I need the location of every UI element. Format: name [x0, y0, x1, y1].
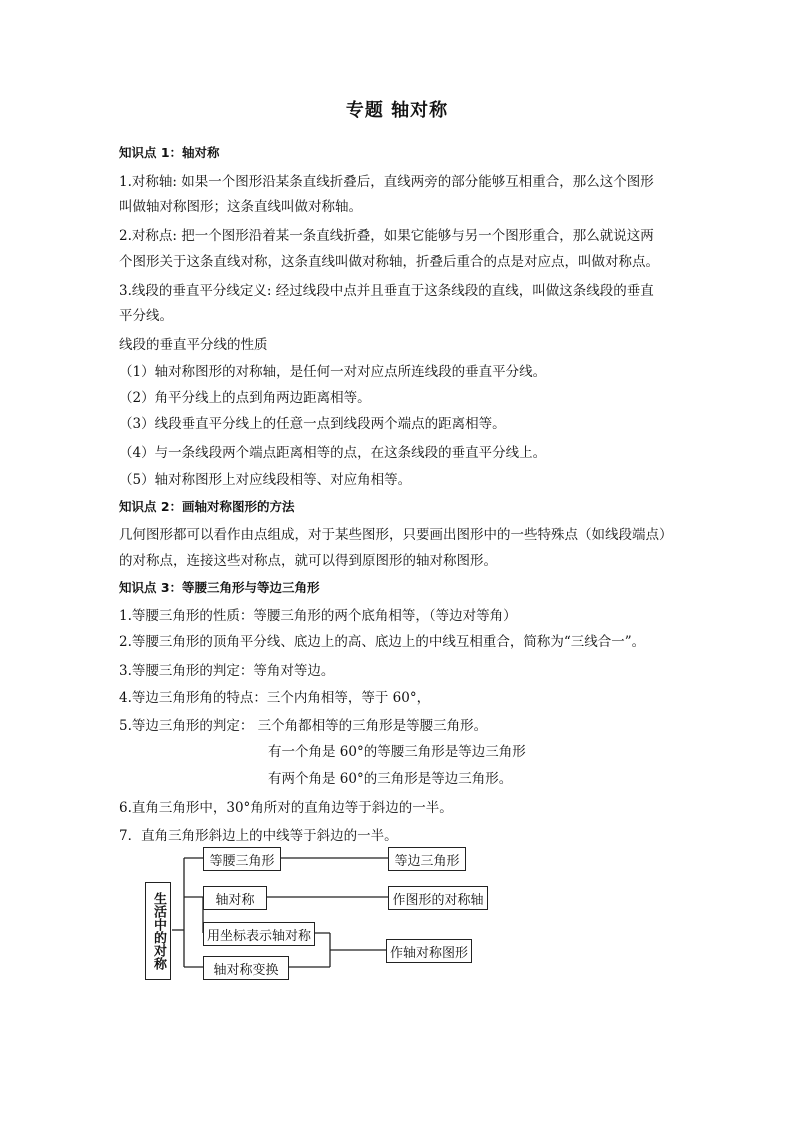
- text-line: （1）轴对称图形的对称轴，是任何一对对应点所连线段的垂直平分线。: [119, 364, 547, 380]
- diagram-box-draw-symmetric-figure: 作轴对称图形: [386, 939, 472, 963]
- text-line: 3.线段的垂直平分线定义: 经过线段中点并且垂直于这条线段的直线，叫做这条线段的垂直: [119, 283, 654, 299]
- diagram-box-coordinate-symmetry: 用坐标表示轴对称: [203, 922, 315, 946]
- text-line: 2.等腰三角形的顶角平分线、底边上的高、底边上的中线互相重合，简称为“三线合一”。: [119, 634, 646, 650]
- page-title: 专题 轴对称: [345, 100, 449, 121]
- diagram-box-draw-axis: 作图形的对称轴: [388, 886, 488, 910]
- text-line: （2）角平分线上的点到角两边距离相等。: [119, 390, 371, 406]
- text-line: （5）轴对称图形上对应线段相等、对应角相等。: [119, 472, 412, 488]
- text-line: 个图形关于这条直线对称，这条直线叫做对称轴，折叠后重合的点是对应点，叫做对称点。: [119, 254, 659, 270]
- text-line: 7．直角三角形斜边上的中线等于斜边的一半。: [119, 828, 398, 844]
- text-line: （4）与一条线段两个端点距离相等的点，在这条线段的垂直平分线上。: [119, 445, 547, 461]
- text-line: 几何图形都可以看作由点组成，对于某些图形，只要画出图形中的一些特殊点（如线段端点）: [119, 527, 673, 543]
- text-line: 6.直角三角形中，30°角所对的直角边等于斜边的一半。: [119, 800, 453, 816]
- section-heading: 知识点 1：轴对称: [119, 145, 220, 160]
- text-line: 有一个角是 60°的等腰三角形是等边三角形: [268, 744, 526, 760]
- diagram-box-isosceles: 等腰三角形: [203, 847, 281, 871]
- diagram-box-axis-symmetry: 轴对称: [203, 886, 267, 910]
- text-line: 4.等边三角形角的特点：三个内角相等，等于 60°，: [119, 690, 431, 706]
- text-line: 3.等腰三角形的判定：等角对等边。: [119, 663, 335, 679]
- text-line: 线段的垂直平分线的性质: [119, 337, 268, 353]
- diagram-box-symmetry-transform: 轴对称变换: [203, 956, 289, 980]
- text-line: 2.对称点: 把一个图形沿着某一条直线折叠，如果它能够与另一个图形重合，那么就说这两: [119, 228, 654, 244]
- text-line: 平分线。: [119, 308, 173, 324]
- text-line: （3）线段垂直平分线上的任意一点到线段两个端点的距离相等。: [119, 416, 506, 432]
- diagram-root-box: 生活中的对称: [145, 882, 171, 980]
- text-line: 5.等边三角形的判定： 三个角都相等的三角形是等腰三角形。: [119, 718, 488, 734]
- section-heading: 知识点 3：等腰三角形与等边三角形: [119, 580, 320, 595]
- text-line: 的对称点，连接这些对称点，就可以得到原图形的轴对称图形。: [119, 553, 497, 569]
- text-line: 有两个角是 60°的三角形是等边三角形。: [268, 771, 513, 787]
- diagram-box-equilateral: 等边三角形: [388, 847, 466, 871]
- text-line: 1.对称轴: 如果一个图形沿某条直线折叠后，直线两旁的部分能够互相重合，那么这个图形: [119, 174, 654, 190]
- text-line: 1.等腰三角形的性质：等腰三角形的两个底角相等，（等边对等角）: [119, 608, 517, 624]
- text-line: 叫做轴对称图形；这条直线叫做对称轴。: [119, 199, 362, 215]
- section-heading: 知识点 2：画轴对称图形的方法: [119, 499, 295, 514]
